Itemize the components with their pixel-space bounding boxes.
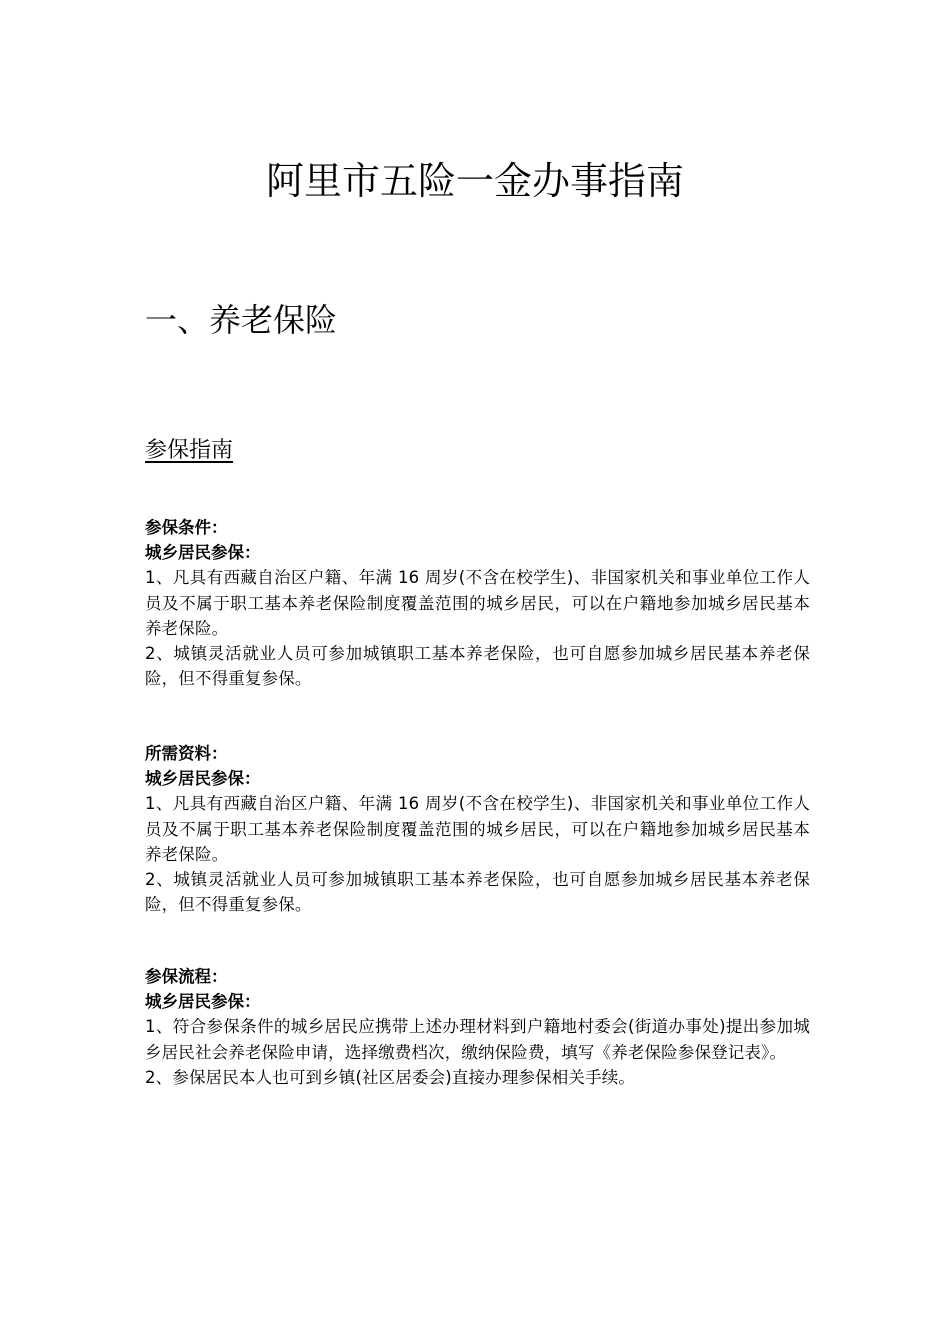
conditions-item-2: 2、城镇灵活就业人员可参加城镇职工基本养老保险，也可自愿参加城乡居民基本养老保险，但不得重复参保。	[145, 644, 810, 689]
conditions-label: 参保条件：	[145, 518, 228, 537]
process-item-1: 1、符合参保条件的城乡居民应携带上述办理材料到户籍地村委会(街道办事处)提出参加城乡居民社会养老保险申请，选择缴费档次，缴纳保险费，填写《养老保险参保登记表》。	[145, 1017, 810, 1062]
conditions-item-1: 1、凡具有西藏自治区户籍、年满 16 周岁(不含在校学生)、非国家机关和事业单位工作人员及不属于职工基本养老保险制度覆盖范围的城乡居民，可以在户籍地参加城乡居民基本养老保险。	[145, 568, 810, 638]
section-heading-pension: 一、养老保险	[145, 301, 338, 339]
process-label: 参保流程：	[145, 967, 228, 986]
materials-sublabel: 城乡居民参保：	[145, 769, 261, 789]
materials-item-2: 2、城镇灵活就业人员可参加城镇职工基本养老保险，也可自愿参加城乡居民基本养老保险，但不得重复参保。	[145, 870, 810, 915]
conditions-section	[145, 515, 810, 691]
conditions-sublabel: 城乡居民参保：	[145, 543, 261, 563]
materials-item-1: 1、凡具有西藏自治区户籍、年满 16 周岁(不含在校学生)、非国家机关和事业单位工作人员及不属于职工基本养老保险制度覆盖范围的城乡居民，可以在户籍地参加城乡居民基本养老保险。	[145, 794, 810, 864]
process-sublabel: 城乡居民参保：	[145, 992, 261, 1012]
process-section	[145, 964, 810, 1090]
subsection-heading-guide: 参保指南	[145, 438, 234, 463]
process-item-2: 2、参保居民本人也可到乡镇(社区居委会)直接办理参保相关手续。	[145, 1067, 636, 1087]
materials-section	[145, 741, 810, 917]
materials-label: 所需资料：	[145, 744, 228, 763]
document-title: 阿里市五险一金办事指南	[265, 159, 684, 203]
